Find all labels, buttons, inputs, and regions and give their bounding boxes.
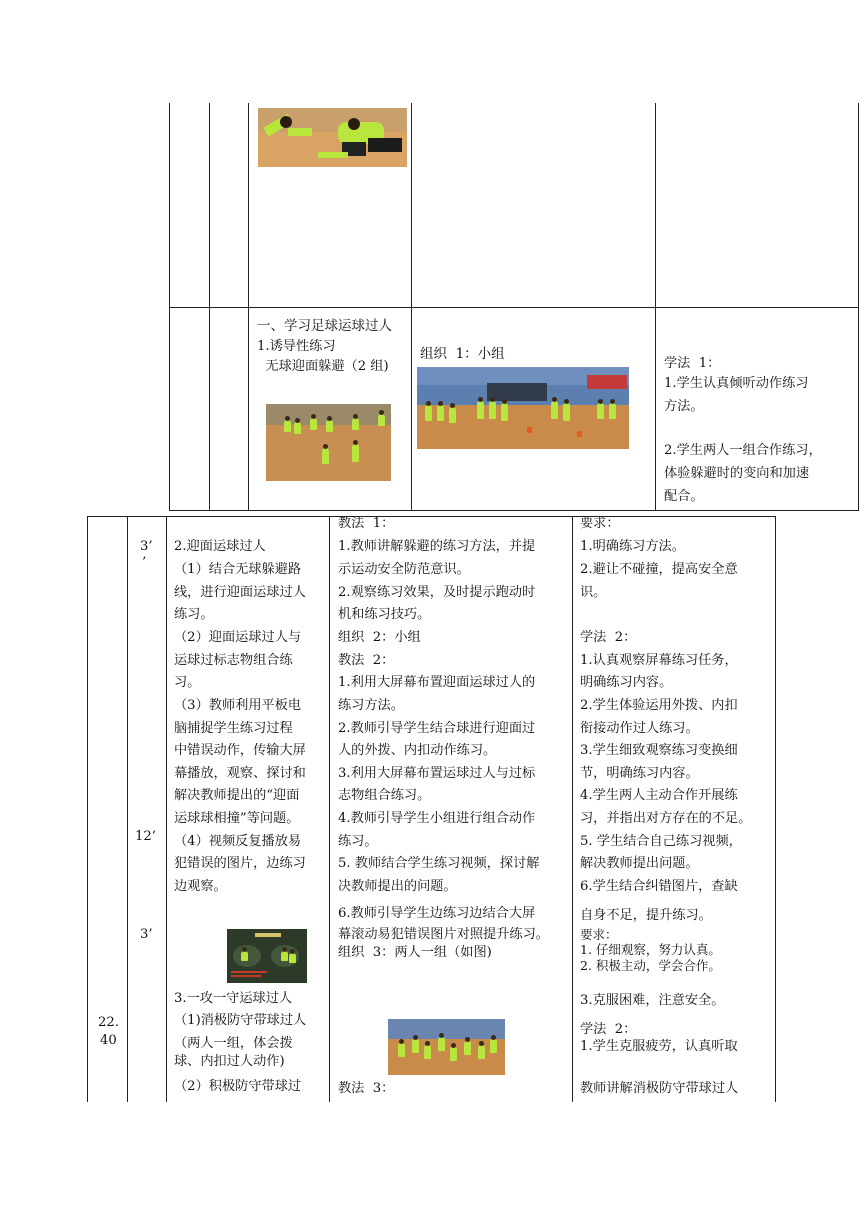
duration-1b: ’: [142, 555, 147, 570]
dodging-drill-photo: [266, 404, 391, 481]
duration-3: 3’: [140, 927, 153, 942]
content-line: 3.一攻一守运球过人: [174, 991, 293, 1006]
content-line: 球、内扣过人动作): [174, 1054, 285, 1069]
pair-drill-photo: [388, 1019, 505, 1075]
stretching-photo: [258, 108, 407, 167]
lesson-title: 一、学习足球运球过人: [257, 318, 392, 334]
duration-2: 12’: [135, 829, 156, 844]
content-line: 无球迎面躲避（2 组): [257, 359, 389, 374]
content-line: （1)消极防守带球过人: [174, 1013, 307, 1028]
time-value: 22.: [98, 1015, 119, 1030]
time-value-2: 40: [100, 1033, 117, 1048]
content-line: （2）积极防守带球过: [174, 1079, 302, 1094]
error-slide-image: [227, 929, 307, 983]
duration-1: 3’: [140, 539, 153, 554]
content-line: （两人一组，体会拨: [174, 1036, 293, 1051]
content-line: 1.诱导性练习: [257, 339, 336, 354]
gym-lineup-photo: [417, 367, 629, 449]
organization-1: 组织 1：小组: [420, 346, 505, 362]
